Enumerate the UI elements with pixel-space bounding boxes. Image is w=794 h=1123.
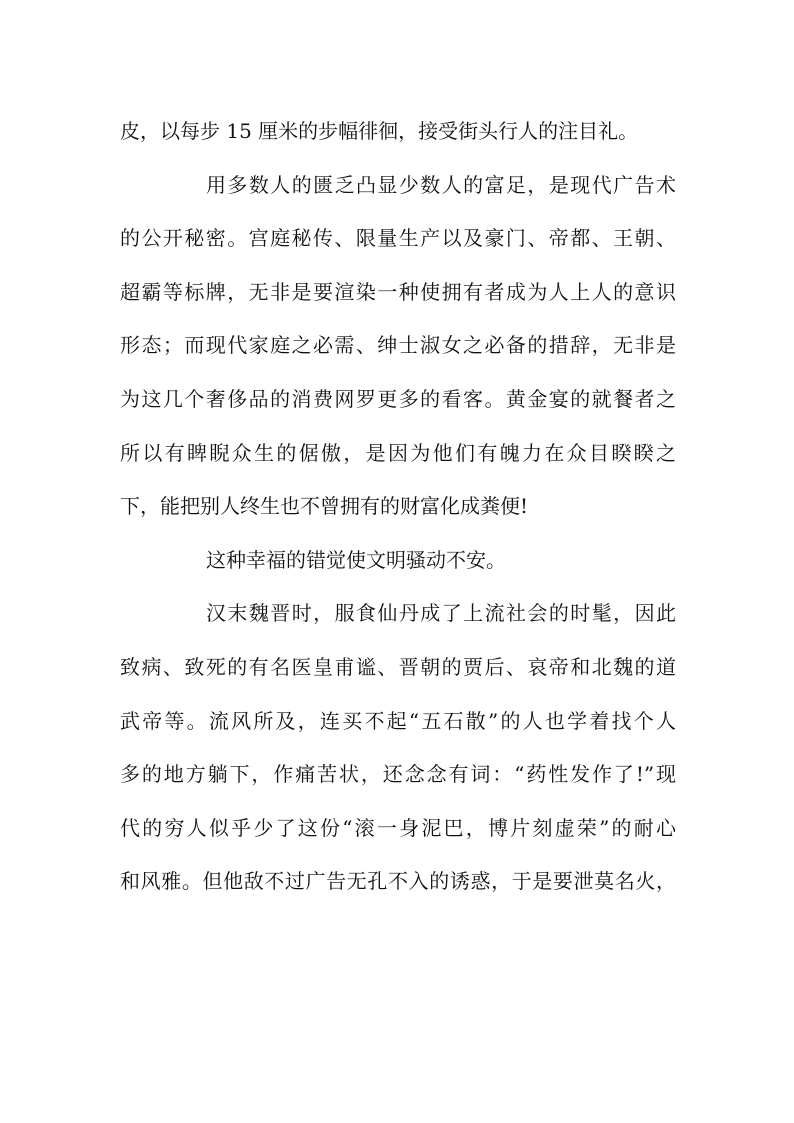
text-line: 致病、致死的有名医皇甫谧、晋朝的贾后、哀帝和北魏的道 — [120, 654, 676, 679]
paragraph-continuation — [120, 105, 676, 159]
text-line: 和风雅。但他敌不过广告无孔不入的诱惑，于是要泄莫名火， — [120, 869, 676, 894]
text-line: 这种幸福的错觉使文明骚动不安。 — [206, 547, 506, 572]
paragraph-illusion — [120, 534, 676, 588]
text-line: 超霸等标牌，无非是要渲染一种使拥有者成为人上人的意识 — [120, 279, 676, 304]
body-text — [120, 105, 676, 909]
text-line: 下，能把别人终生也不曾拥有的财富化成粪便! — [120, 494, 529, 519]
text-line: 汉末魏晋时，服食仙丹成了上流社会的时髦，因此 — [206, 601, 676, 626]
text-line: 武帝等。流风所及，连买不起“五石散”的人也学着找个人 — [120, 708, 676, 733]
text-line: 的公开秘密。宫庭秘传、限量生产以及豪门、帝都、王朝、 — [120, 226, 676, 251]
text-line: 为这几个奢侈品的消费网罗更多的看客。黄金宴的就餐者之 — [120, 386, 676, 411]
text-line: 多的地方躺下，作痛苦状，还念念有词：“药性发作了!”现 — [120, 762, 676, 787]
text-line: 形态；而现代家庭之必需、绅士淑女之必备的措辞，无非是 — [120, 333, 676, 358]
paragraph-wei-jin — [120, 587, 676, 909]
text-line: 皮，以每步 15 厘米的步幅徘徊，接受街头行人的注目礼。 — [120, 119, 639, 143]
text-line: 用多数人的匮乏凸显少数人的富足，是现代广告术 — [206, 172, 676, 197]
text-line: 所以有睥睨众生的倨傲，是因为他们有魄力在众目睽睽之 — [120, 440, 676, 465]
paragraph-advertising-secret — [120, 159, 676, 534]
text-line: 代的穷人似乎少了这份“滚一身泥巴，博片刻虚荣”的耐心 — [120, 815, 676, 840]
